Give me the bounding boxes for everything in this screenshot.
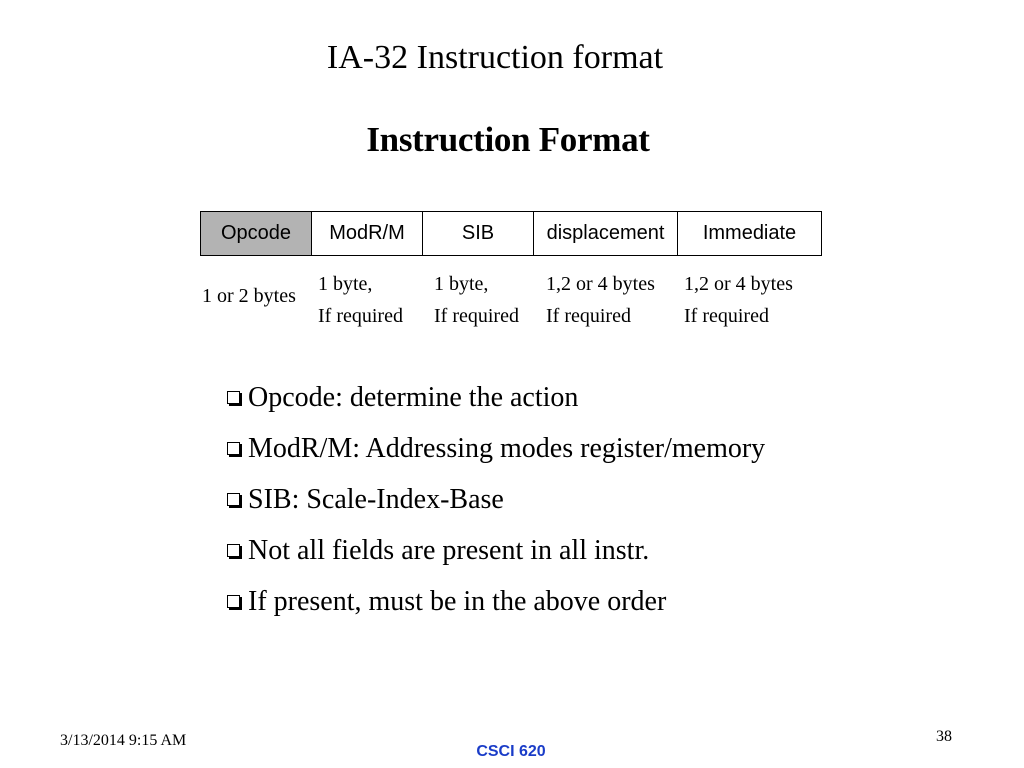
bullet-item	[225, 474, 765, 525]
size-note-immediate-line1: 1,2 or 4 bytes	[684, 273, 793, 295]
size-note-opcode-line1: 1 or 2 bytes	[202, 285, 296, 307]
size-note-modrm-line2: If required	[318, 305, 403, 327]
size-note-sib	[434, 268, 519, 332]
checkbox-bullet-icon	[227, 544, 240, 557]
bullet-item	[225, 525, 765, 576]
bullet-item	[225, 372, 765, 423]
bullet-item	[225, 423, 765, 474]
instruction-format-table	[200, 211, 822, 256]
bullet-text: ModR/M: Addressing modes register/memory	[248, 432, 766, 464]
bullet-item	[225, 576, 765, 627]
bullet-text: If present, must be in the above order	[248, 585, 667, 617]
footer-date: 3/13/2014 9:15 AM	[60, 732, 187, 749]
field-cell-sib: SIB	[423, 212, 534, 255]
field-cell-modrm: ModR/M	[312, 212, 423, 255]
slide-title: IA-32 Instruction format	[326, 39, 664, 76]
checkbox-bullet-icon	[227, 442, 240, 455]
size-note-sib-line1: 1 byte,	[434, 273, 489, 295]
field-cell-immediate: Immediate	[678, 212, 821, 255]
checkbox-bullet-icon	[227, 493, 240, 506]
size-note-displacement-line2: If required	[546, 305, 631, 327]
size-note-modrm-line1: 1 byte,	[318, 273, 373, 295]
figure-heading: Instruction Format	[366, 120, 650, 159]
size-note-opcode	[202, 280, 296, 312]
bullet-text: Opcode: determine the action	[248, 381, 579, 413]
size-note-immediate	[684, 268, 793, 332]
checkbox-bullet-icon	[227, 595, 240, 608]
bullet-list	[225, 372, 765, 627]
size-note-displacement	[546, 268, 655, 332]
size-note-modrm	[318, 268, 403, 332]
bullet-text: SIB: Scale-Index-Base	[248, 483, 504, 515]
size-note-displacement-line1: 1,2 or 4 bytes	[546, 273, 655, 295]
bullet-text: Not all fields are present in all instr.	[248, 534, 650, 566]
size-note-sib-line2: If required	[434, 305, 519, 327]
page-number: 38	[936, 728, 952, 745]
field-cell-displacement: displacement	[534, 212, 678, 255]
field-cell-opcode: Opcode	[201, 212, 312, 255]
footer-course-name: CSCI 620	[476, 743, 546, 760]
size-note-immediate-line2: If required	[684, 305, 769, 327]
checkbox-bullet-icon	[227, 391, 240, 404]
